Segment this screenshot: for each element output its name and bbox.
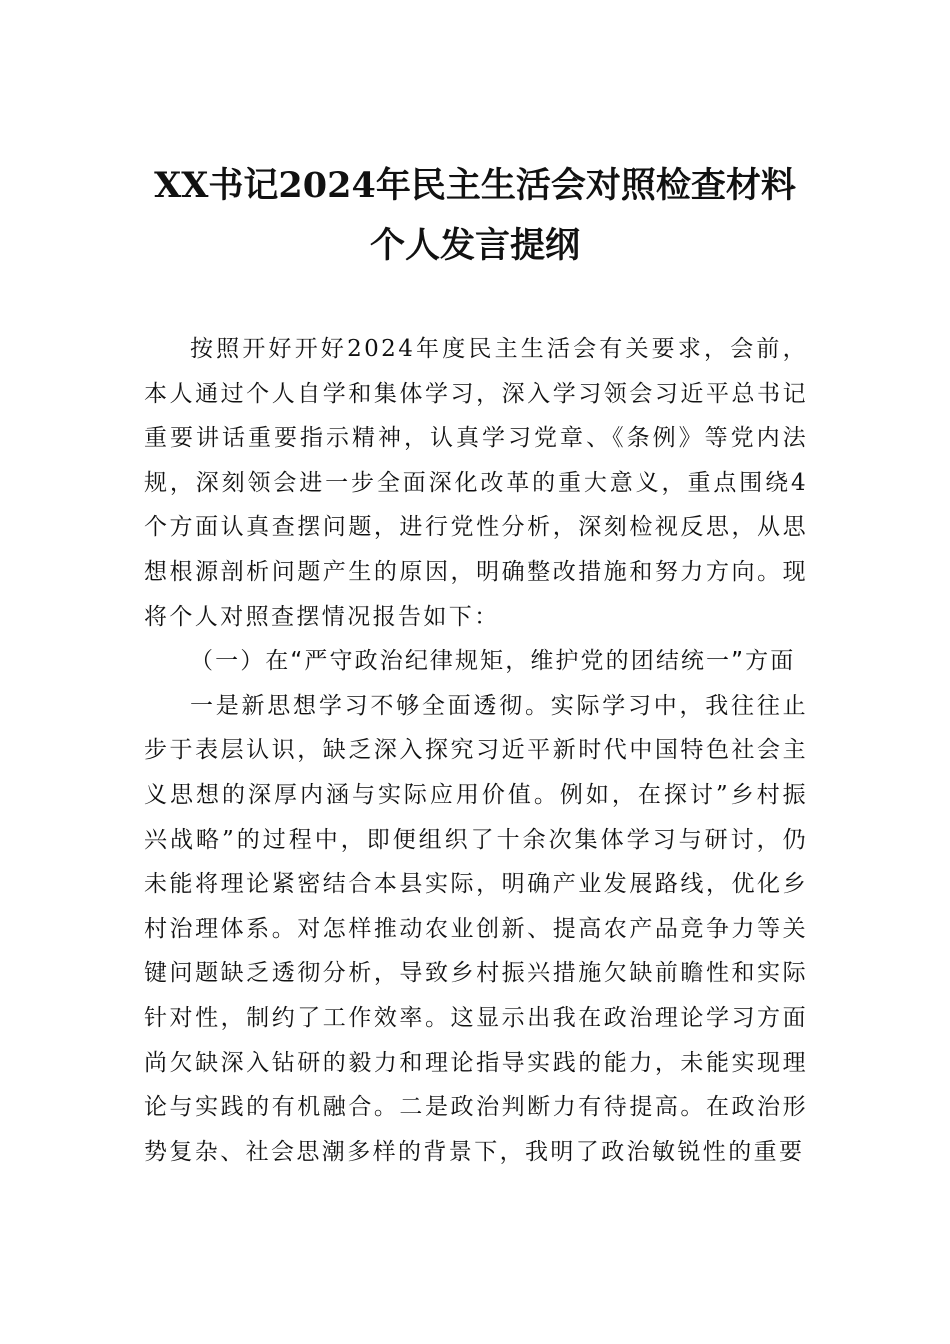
section-1-heading: （一）在“严守政治纪律规矩，维护党的团结统一”方面 — [190, 648, 796, 675]
document-title-line-1: XX书记2024年民主生活会对照检查材料 — [154, 165, 796, 206]
document-title-line-2: 个人发言提纲 — [369, 225, 580, 266]
document-body — [144, 327, 808, 1174]
section-1-paragraph: 一是新思想学习不够全面透彻。实际学习中，我往往止步于表层认识，缺乏深入探究习近平新时代中国特色社会主义思想的深厚内涵与实际应用价值。例如，在探讨”乡村振兴战略”的过程中，即便组织了十余次集体学习与研讨，仍未能将理论紧密结合本县实际，明确产业发展路线，优化乡村治理体系。对怎样推动农业创新、提高农产品竞争力等关键问题缺乏透彻分析，导致乡村振兴措施欠缺前瞻性和实际针对性，制约了工作效率。这显示出我在政治理论学习方面尚欠缺深入钻研的毅力和理论指导实践的能力，未能实现理论与实践的有机融合。二是政治判断力有待提高。在政治形势复杂、社会思潮多样的背景下，我明了政治敏锐性的重要 — [144, 692, 808, 1165]
intro-paragraph: 按照开好开好2024年度民主生活会有关要求，会前，本人通过个人自学和集体学习，深入学习领会习近平总书记重要讲话重要指示精神，认真学习党章、《条例》等党内法规，深刻领会进一步全面深化改革的重大意义，重点围绕4个方面认真查摆问题，进行党性分析，深刻检视反思，从思想根源剖析问题产生的原因，明确整改措施和努力方向。现将个人对照查摆情况报告如下： — [144, 336, 808, 630]
